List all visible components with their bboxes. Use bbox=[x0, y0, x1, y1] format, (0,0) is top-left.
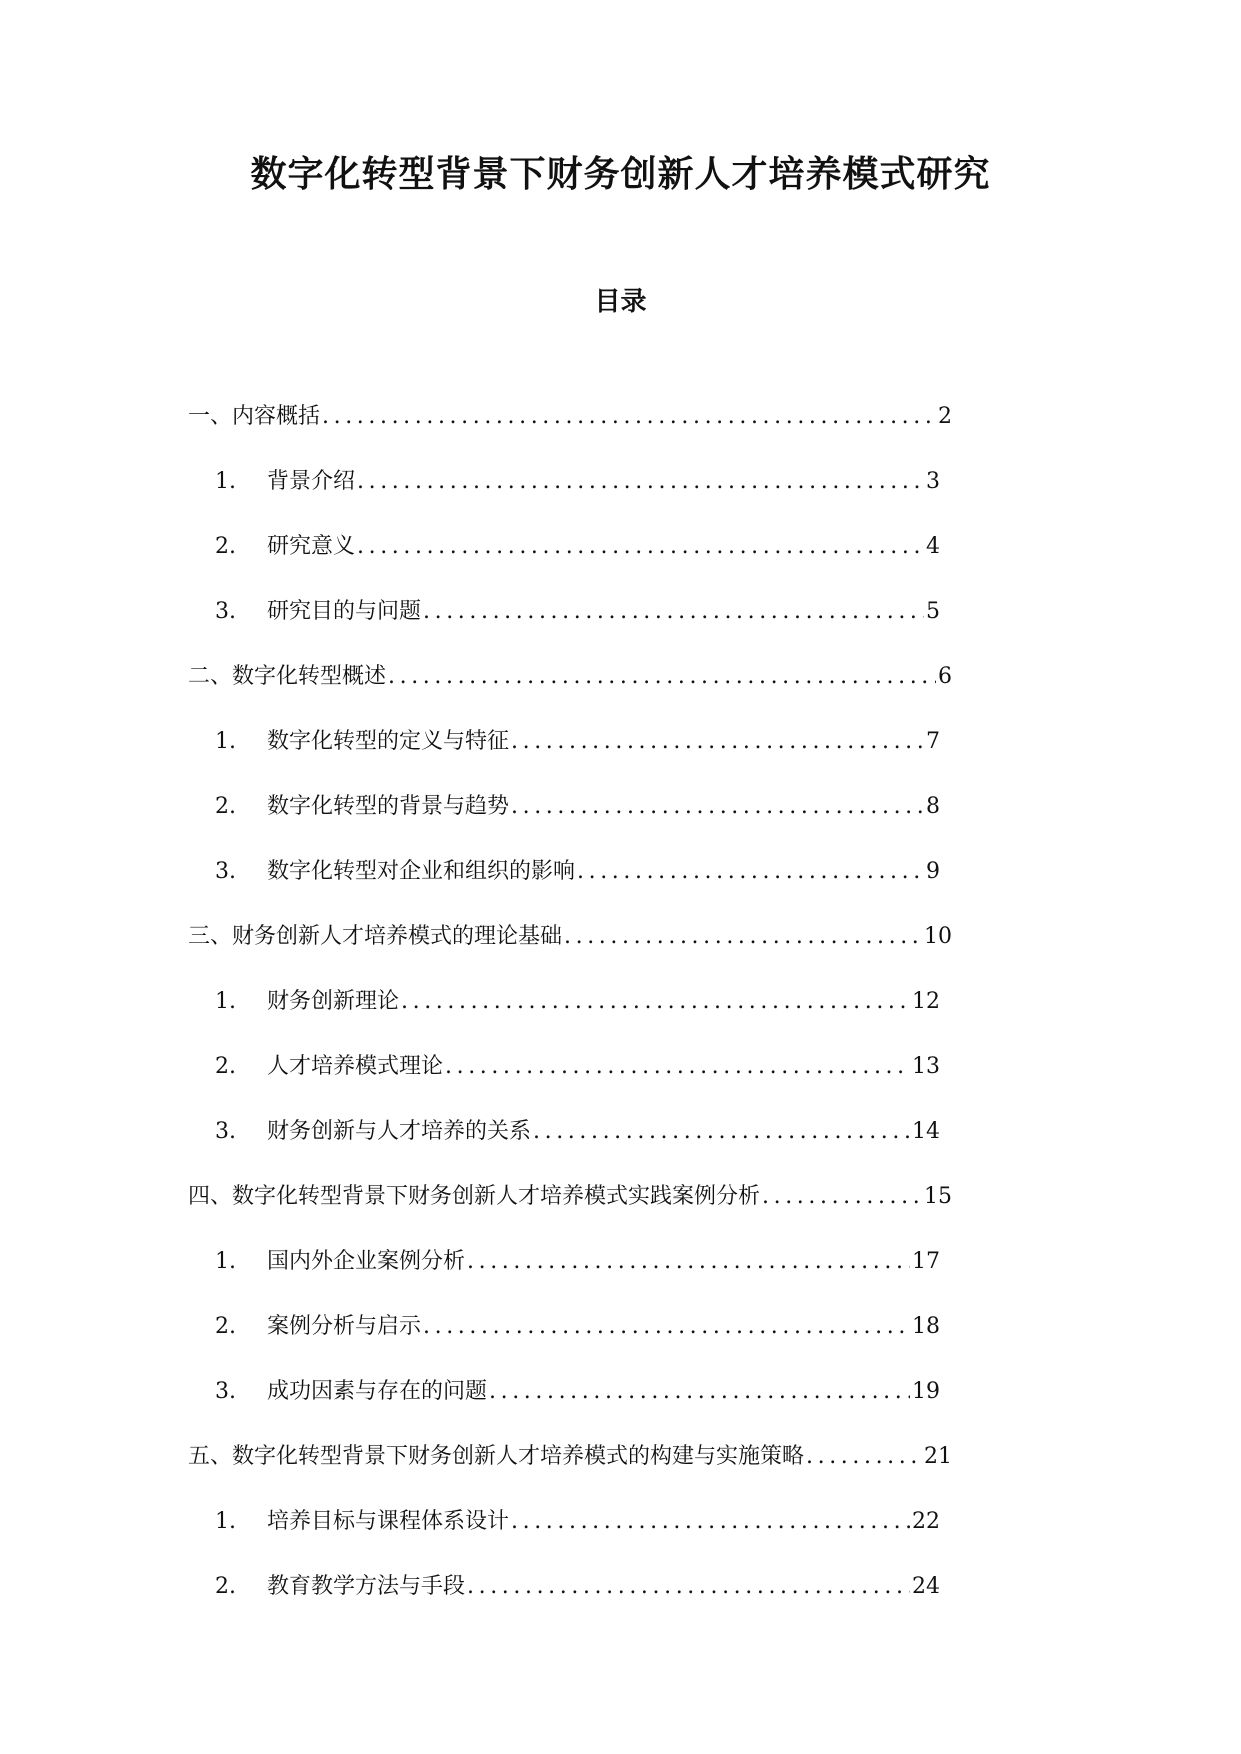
toc-leader-dots bbox=[423, 1311, 910, 1343]
toc-entry-number: 2. bbox=[215, 1313, 236, 1339]
toc-leader-dots bbox=[467, 1571, 910, 1603]
toc-page-number: 18 bbox=[912, 1313, 940, 1339]
toc-page-number: 4 bbox=[926, 533, 940, 559]
toc-page-number: 14 bbox=[912, 1118, 940, 1144]
toc-entry-title: 人才培养模式理论 bbox=[267, 1053, 444, 1079]
toc-page-number: 3 bbox=[926, 468, 940, 494]
toc-page-number: 17 bbox=[912, 1248, 940, 1274]
toc-page-number: 19 bbox=[912, 1378, 940, 1404]
toc-entry-title: 财务创新理论 bbox=[267, 988, 400, 1014]
toc-page-number: 10 bbox=[924, 923, 952, 949]
toc-entry-title: 成功因素与存在的问题 bbox=[267, 1378, 488, 1404]
toc-entry[interactable] bbox=[188, 384, 952, 449]
toc-page-number: 13 bbox=[912, 1053, 940, 1079]
toc-entry[interactable] bbox=[188, 1424, 952, 1489]
toc-entry-title: 财务创新与人才培养的关系 bbox=[267, 1118, 532, 1144]
toc-page-number: 8 bbox=[926, 793, 940, 819]
toc-page-number: 2 bbox=[938, 403, 952, 429]
toc-entry[interactable] bbox=[215, 839, 940, 904]
toc-entry[interactable] bbox=[215, 709, 940, 774]
toc-entry[interactable] bbox=[215, 1489, 940, 1554]
toc-entry[interactable] bbox=[215, 1034, 940, 1099]
toc-entry-title: 三、财务创新人才培养模式的理论基础 bbox=[188, 923, 563, 949]
toc-entry-number: 3. bbox=[215, 598, 236, 624]
toc-heading: 目录 bbox=[594, 287, 647, 317]
toc-entry-number: 3. bbox=[215, 1378, 236, 1404]
toc-entry[interactable] bbox=[215, 1359, 940, 1424]
toc-page-number: 12 bbox=[912, 988, 940, 1014]
toc-leader-dots bbox=[445, 1051, 910, 1083]
toc-leader-dots bbox=[577, 856, 924, 888]
toc-entry-number: 3. bbox=[215, 1118, 236, 1144]
toc-leader-dots bbox=[533, 1116, 910, 1148]
toc-entry[interactable] bbox=[188, 904, 952, 969]
toc-entry-title: 一、内容概括 bbox=[188, 403, 321, 429]
toc-page-number: 24 bbox=[912, 1573, 940, 1599]
toc-entry-number: 1. bbox=[215, 468, 236, 494]
toc-leader-dots bbox=[762, 1181, 922, 1213]
toc-page-number: 5 bbox=[926, 598, 940, 624]
toc-entry-number: 1. bbox=[215, 1248, 236, 1274]
toc-entry-title: 五、数字化转型背景下财务创新人才培养模式的构建与实施策略 bbox=[188, 1443, 805, 1469]
toc-entry[interactable] bbox=[215, 1554, 940, 1619]
toc-entry-number: 1. bbox=[215, 1508, 236, 1534]
toc-leader-dots bbox=[401, 986, 910, 1018]
toc-entry-title: 数字化转型的定义与特征 bbox=[267, 728, 510, 754]
toc-leader-dots bbox=[564, 921, 922, 953]
toc-entry[interactable] bbox=[215, 1229, 940, 1294]
toc-entry[interactable] bbox=[215, 449, 940, 514]
toc-leader-dots bbox=[357, 466, 924, 498]
toc-leader-dots bbox=[511, 1506, 910, 1538]
toc-entry-number: 2. bbox=[215, 1573, 236, 1599]
toc-entry-number: 2. bbox=[215, 533, 236, 559]
toc-entry-title: 数字化转型对企业和组织的影响 bbox=[267, 858, 576, 884]
toc-entry-title: 培养目标与课程体系设计 bbox=[267, 1508, 510, 1534]
toc-entry-title: 四、数字化转型背景下财务创新人才培养模式实践案例分析 bbox=[188, 1183, 761, 1209]
document-title: 数字化转型背景下财务创新人才培养模式研究 bbox=[250, 154, 991, 195]
toc-entry-title: 研究意义 bbox=[267, 533, 356, 559]
toc-entry-title: 背景介绍 bbox=[267, 468, 356, 494]
toc-entry[interactable] bbox=[188, 1164, 952, 1229]
toc-page-number: 7 bbox=[926, 728, 940, 754]
toc-entry[interactable] bbox=[215, 1294, 940, 1359]
toc-entry-number: 2. bbox=[215, 793, 236, 819]
toc-entry-title: 教育教学方法与手段 bbox=[267, 1573, 466, 1599]
toc-entry[interactable] bbox=[215, 514, 940, 579]
toc-entry[interactable] bbox=[215, 1099, 940, 1164]
toc-entry-title: 数字化转型的背景与趋势 bbox=[267, 793, 510, 819]
toc-page-number: 15 bbox=[924, 1183, 952, 1209]
toc-entry[interactable] bbox=[215, 774, 940, 839]
toc-page-number: 21 bbox=[924, 1443, 952, 1469]
toc-entry-number: 3. bbox=[215, 858, 236, 884]
toc-leader-dots bbox=[467, 1246, 910, 1278]
toc-leader-dots bbox=[511, 726, 924, 758]
toc-leader-dots bbox=[511, 791, 924, 823]
toc-entry-title: 案例分析与启示 bbox=[267, 1313, 422, 1339]
toc-page-number: 6 bbox=[938, 663, 952, 689]
toc-entry-number: 2. bbox=[215, 1053, 236, 1079]
toc-page-number: 9 bbox=[926, 858, 940, 884]
toc-leader-dots bbox=[388, 661, 936, 693]
toc-page-number: 22 bbox=[912, 1508, 940, 1534]
table-of-contents bbox=[0, 384, 1241, 1619]
toc-leader-dots bbox=[489, 1376, 910, 1408]
toc-entry-title: 二、数字化转型概述 bbox=[188, 663, 387, 689]
toc-entry-number: 1. bbox=[215, 988, 236, 1014]
toc-entry[interactable] bbox=[215, 579, 940, 644]
toc-leader-dots bbox=[357, 531, 924, 563]
toc-entry[interactable] bbox=[188, 644, 952, 709]
toc-entry-number: 1. bbox=[215, 728, 236, 754]
toc-entry-title: 研究目的与问题 bbox=[267, 598, 422, 624]
toc-entry[interactable] bbox=[215, 969, 940, 1034]
toc-leader-dots bbox=[806, 1441, 922, 1473]
toc-leader-dots bbox=[322, 401, 936, 433]
toc-leader-dots bbox=[423, 596, 924, 628]
toc-entry-title: 国内外企业案例分析 bbox=[267, 1248, 466, 1274]
